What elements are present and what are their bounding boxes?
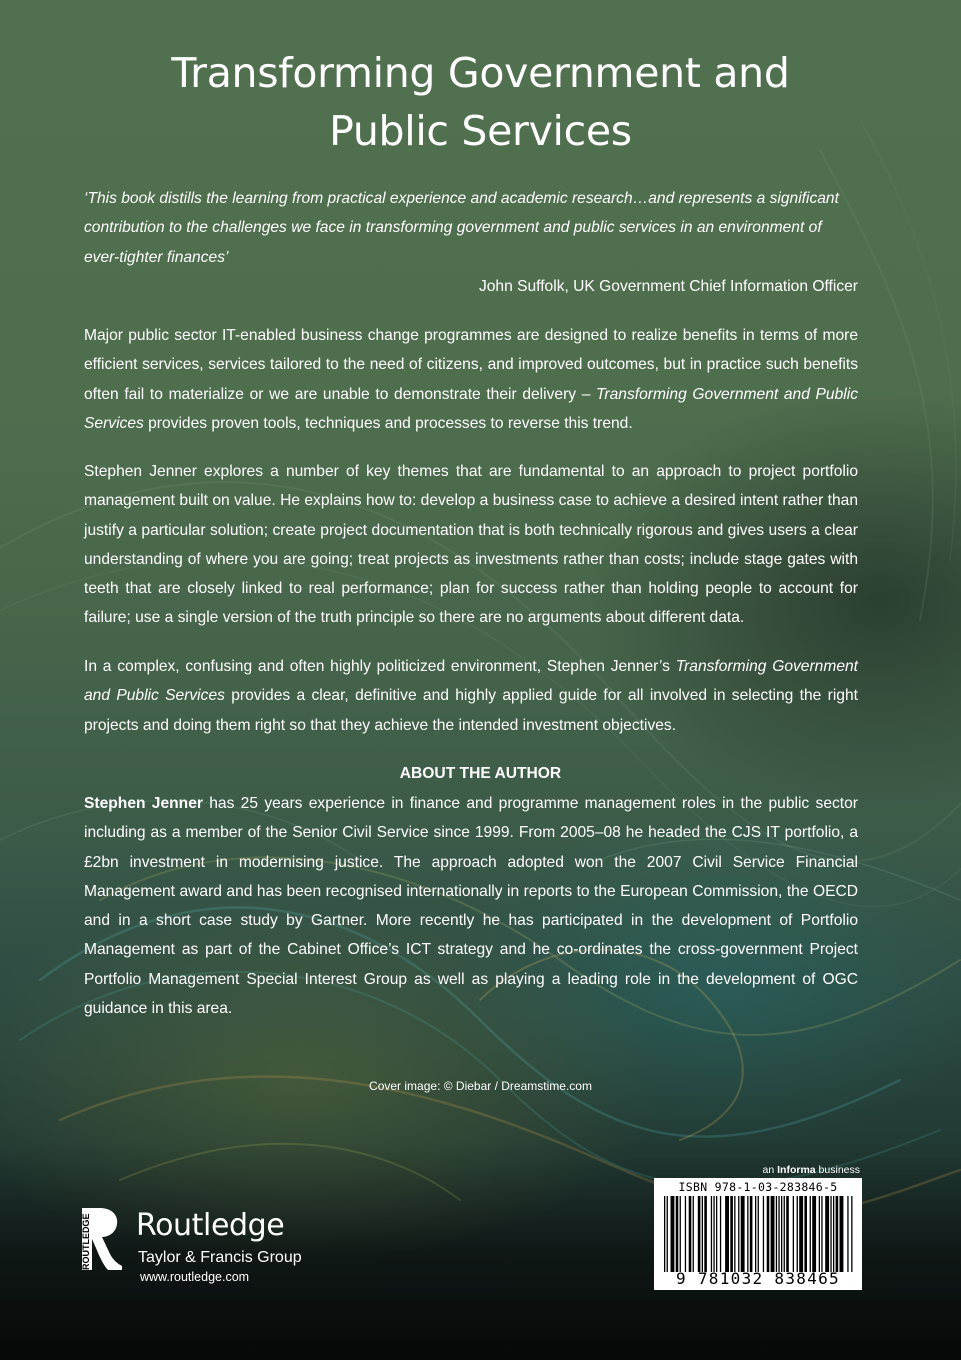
description-p3-start: In a complex, confusing and often highly politicized environment, Stephen Jenner’s [84, 658, 676, 675]
description-paragraph-3 [84, 652, 858, 740]
description-p3-end: provides a clear, definitive and highly applied guide for all involved in selecting the right projects and doing them right so that they achieve the intended investment objectives. [84, 687, 858, 734]
isbn-barcode [654, 1178, 862, 1290]
barcode-bar [667, 1196, 668, 1272]
barcode-bar [786, 1196, 789, 1272]
barcode-bar [799, 1196, 803, 1272]
isbn-label: ISBN 978-1-03-283846-5 [678, 1180, 838, 1194]
barcode-bar [851, 1196, 852, 1272]
barcode-bar [821, 1196, 822, 1272]
cover-image-credit: Cover image: © Diebar / Dreamstime.com [369, 1079, 592, 1093]
barcode-bar [702, 1196, 703, 1272]
barcode-bar [698, 1196, 701, 1272]
barcode-digits: 9 781032 838465 [676, 1269, 840, 1288]
barcode-bar [819, 1196, 820, 1272]
informa-suffix: business [815, 1164, 860, 1176]
author-bio-text: has 25 years experience in finance and programme management roles in the public sector including as a member of the Senior Civil Service since 1999. From 2005–08 he headed the CJS IT portfolio, a £2bn investment in modernising justice. The approach adopted won the 2007 Civil Service Financial Management award and has been recognised internationally in reports to the European Commission, the OECD and in a short case study by Gartner. More recently he has participated in the development of Portfolio Management as part of the Cabinet Office’s ICT strategy and he co-ordinates the cross-government Project Portfolio Management Special Interest Group as well as playing a leading role in the development of OGC guidance in this area. [84, 795, 858, 1018]
barcode-bar [804, 1196, 807, 1272]
barcode-bar [810, 1196, 811, 1272]
barcode-bar [833, 1196, 834, 1272]
barcode-bar [778, 1196, 779, 1272]
book-title-line-2: Public Services [329, 107, 632, 155]
informa-tagline [720, 1163, 860, 1177]
barcode-bar [767, 1196, 770, 1272]
description-p3-book-title: Transforming Government and Public Services [84, 658, 858, 705]
barcode-bars [662, 1196, 854, 1272]
barcode-bar [711, 1196, 712, 1272]
barcode-bar [704, 1196, 707, 1272]
description-p1-text: Major public sector IT-enabled business change programmes are designed to realize benefits in terms of more efficient services, services tailored to the need of citizens, and improved outcomes, but in practice such benefits often fail to materialize or we are unable to demonstrate their delivery – [84, 327, 858, 403]
barcode-bar [825, 1196, 829, 1272]
barcode-bar [847, 1196, 848, 1272]
barcode-bar [797, 1196, 798, 1272]
publisher-name: Routledge [136, 1208, 285, 1243]
author-bio [84, 789, 858, 1023]
barcode-bar [689, 1196, 692, 1272]
barcode-bar [755, 1196, 756, 1272]
informa-prefix: an [762, 1164, 778, 1176]
description-paragraph-2: Stephen Jenner explores a number of key themes that are fundamental to an approach to project portfolio management built on value. He explains how to: develop a business case to achieve a desired intent rather than justify a particular solution; create project documentation that is both technically rigorous and gives users a clear understanding of where you are going; treat projects as investments rather than costs; include stage gates with teeth that are closely linked to real performance; plan for success rather than holding people to account for failure; use a single version of the truth principle so there are no arguments about different data. [84, 463, 858, 627]
barcode-bar [693, 1196, 694, 1272]
barcode-bar [716, 1196, 717, 1272]
endorsement-quote: ‘This book distills the learning from practical experience and academic research…and represents a significant contribution to the challenges we face in transforming government and public services in an environment of ever-tighter finances’ [84, 190, 839, 266]
publisher-website[interactable]: www.routledge.com [140, 1270, 250, 1284]
author-name: Stephen Jenner [84, 795, 203, 812]
barcode-bar [738, 1196, 739, 1272]
barcode-bar [830, 1196, 831, 1272]
barcode-bar [784, 1196, 785, 1272]
barcode-bar [758, 1196, 759, 1272]
book-title-line-1: Transforming Government and [171, 49, 790, 97]
informa-brand: Informa [777, 1164, 816, 1176]
barcode-bar [680, 1196, 681, 1272]
barcode-bar [840, 1196, 844, 1272]
about-author-heading: ABOUT THE AUTHOR [399, 765, 562, 782]
barcode-bar [730, 1196, 733, 1272]
barcode-bar [685, 1196, 686, 1272]
barcode-bar [725, 1196, 729, 1272]
barcode-bar [812, 1196, 816, 1272]
routledge-emblem-text: ROUTLEDGE [81, 1213, 91, 1270]
barcode-bar [720, 1196, 721, 1272]
barcode-bar [671, 1196, 675, 1272]
routledge-emblem-icon [80, 1206, 124, 1272]
barcode-bar [747, 1196, 748, 1272]
barcode-bar [776, 1196, 777, 1272]
barcode-bar [750, 1196, 753, 1272]
barcode-bar [741, 1196, 745, 1272]
book-title [0, 44, 961, 160]
description-p1-book-title: Transforming Government and Public Services [84, 385, 858, 432]
barcode-bar [763, 1196, 764, 1272]
endorsement-attribution: John Suffolk, UK Government Chief Information Officer [478, 278, 858, 295]
description-paragraph-1 [84, 321, 858, 438]
barcode-bar [771, 1196, 775, 1272]
barcode-bar [734, 1196, 735, 1272]
barcode-bar [676, 1196, 679, 1272]
barcode-bar [713, 1196, 714, 1272]
publisher-group: Taylor & Francis Group [138, 1249, 302, 1266]
description-p1-end: provides proven tools, techniques and processes to reverse this trend. [143, 414, 633, 432]
barcode-bar [836, 1196, 839, 1272]
barcode-bar [664, 1196, 665, 1272]
barcode-bar [781, 1196, 782, 1272]
barcode-bar [793, 1196, 794, 1272]
